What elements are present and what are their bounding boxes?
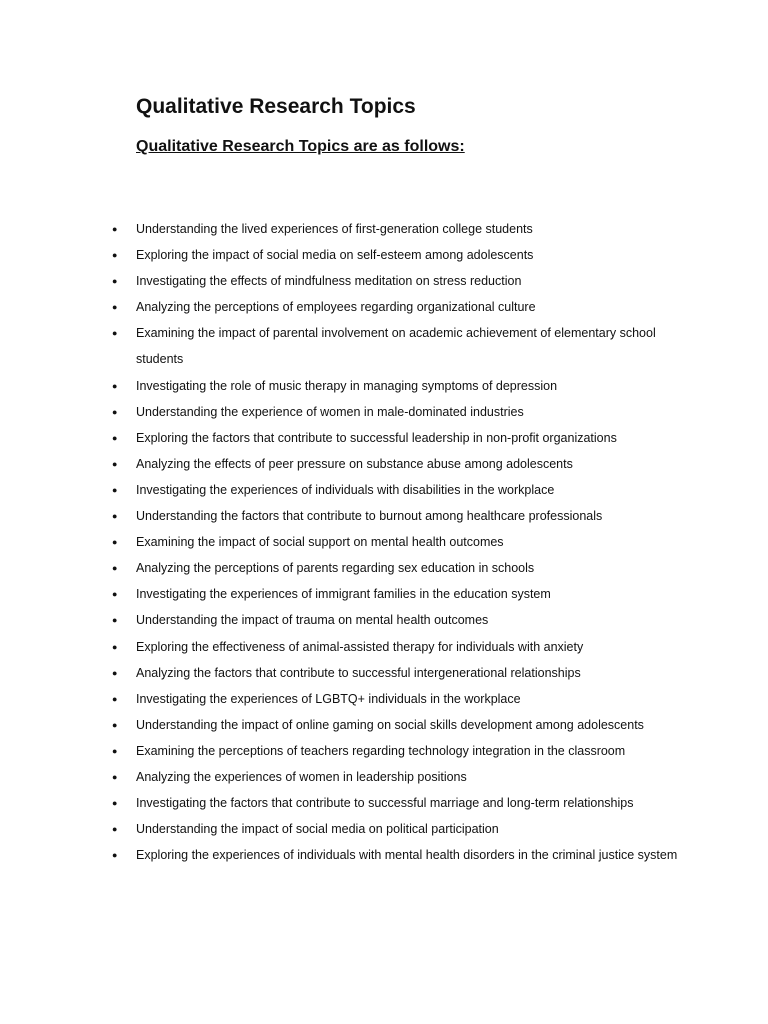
list-item-text: Examining the perceptions of teachers regarding technology integration in the classroom: [136, 743, 626, 758]
bullet-icon: ●: [112, 667, 118, 678]
list-item-text: Investigating the experiences of immigrant families in the education system: [136, 587, 551, 602]
list-item-text: Investigating the experiences of LGBTQ+ individuals in the workplace: [136, 691, 521, 706]
list-item-text: Exploring the experiences of individuals with mental health disorders in the criminal justice system: [136, 848, 678, 863]
list-item: [108, 555, 688, 581]
bullet-icon: ●: [112, 484, 118, 495]
list-item-text: Analyzing the perceptions of employees regarding organizational culture: [136, 300, 536, 315]
list-item: [108, 451, 688, 477]
list-item: [108, 634, 688, 660]
bullet-icon: ●: [112, 224, 118, 234]
list-item: [108, 712, 688, 738]
bullet-icon: ●: [112, 276, 118, 287]
list-item-text: Investigating the role of music therapy in managing symptoms of depression: [136, 378, 558, 393]
list-item: [108, 842, 688, 868]
bullet-icon: ●: [112, 511, 118, 522]
bullet-icon: ●: [112, 406, 118, 417]
bullet-icon: ●: [112, 641, 118, 652]
list-item-text: Examining the impact of parental involvement on academic achievement of elementary school students: [136, 326, 656, 367]
list-item-text: Exploring the impact of social media on self-esteem among adolescents: [136, 248, 534, 263]
bullet-icon: ●: [112, 563, 118, 574]
list-item-text: Understanding the impact of online gaming on social skills development among adolescents: [136, 717, 644, 732]
topic-list: [108, 216, 688, 868]
list-item-text: Understanding the factors that contribute to burnout among healthcare professionals: [136, 509, 603, 524]
list-item-text: Exploring the effectiveness of animal-assisted therapy for individuals with anxiety: [136, 639, 584, 654]
bullet-icon: ●: [112, 328, 118, 339]
bullet-icon: ●: [112, 458, 118, 469]
list-item: [108, 738, 688, 764]
list-item-text: Understanding the lived experiences of first-generation college students: [136, 222, 533, 236]
list-item: [108, 686, 688, 712]
list-item-text: Exploring the factors that contribute to successful leadership in non-profit organizations: [136, 430, 617, 445]
bullet-icon: ●: [112, 380, 118, 391]
list-item-text: Understanding the impact of social media on political participation: [136, 822, 499, 837]
list-item: [108, 399, 688, 425]
list-item-text: Understanding the experience of women in male-dominated industries: [136, 404, 524, 419]
list-item-text: Analyzing the experiences of women in leadership positions: [136, 769, 467, 784]
list-item: [108, 529, 688, 555]
bullet-icon: ●: [112, 250, 118, 261]
list-item-text: Examining the impact of social support on mental health outcomes: [136, 535, 504, 550]
bullet-icon: ●: [112, 302, 118, 313]
list-item: [108, 320, 688, 372]
list-item: [108, 268, 688, 294]
list-item: [108, 425, 688, 451]
list-item-text: Understanding the impact of trauma on mental health outcomes: [136, 613, 489, 628]
bullet-icon: ●: [112, 537, 118, 548]
bullet-icon: ●: [112, 432, 118, 443]
list-item: [108, 373, 688, 399]
list-item-text: Investigating the experiences of individuals with disabilities in the workplace: [136, 482, 555, 497]
document-title: Qualitative Research Topics: [136, 95, 416, 118]
list-item-text: Investigating the effects of mindfulness meditation on stress reduction: [136, 274, 522, 289]
bullet-icon: ●: [112, 798, 118, 809]
bullet-icon: ●: [112, 693, 118, 704]
bullet-icon: ●: [112, 824, 118, 835]
list-item-text: Analyzing the effects of peer pressure on substance abuse among adolescents: [136, 456, 573, 471]
bullet-icon: ●: [112, 719, 118, 730]
list-item: [108, 294, 688, 320]
list-item: [108, 790, 688, 816]
list-item: [108, 816, 688, 842]
list-item: [108, 477, 688, 503]
list-item: [108, 242, 688, 268]
list-item-text: Analyzing the factors that contribute to successful intergenerational relationships: [136, 665, 581, 680]
bullet-icon: ●: [112, 615, 118, 626]
list-item: [108, 581, 688, 607]
list-item: [108, 503, 688, 529]
bullet-icon: ●: [112, 850, 118, 861]
bullet-icon: ●: [112, 771, 118, 782]
list-item-text: Analyzing the perceptions of parents regarding sex education in schools: [136, 561, 535, 576]
bullet-icon: ●: [112, 745, 118, 756]
list-item: [108, 216, 688, 242]
list-item: [108, 764, 688, 790]
list-item: [108, 607, 688, 633]
list-item: [108, 660, 688, 686]
document-subtitle: Qualitative Research Topics are as follows:: [136, 138, 465, 155]
list-item-text: Investigating the factors that contribute to successful marriage and long-term relationships: [136, 796, 634, 811]
bullet-icon: ●: [112, 589, 118, 600]
